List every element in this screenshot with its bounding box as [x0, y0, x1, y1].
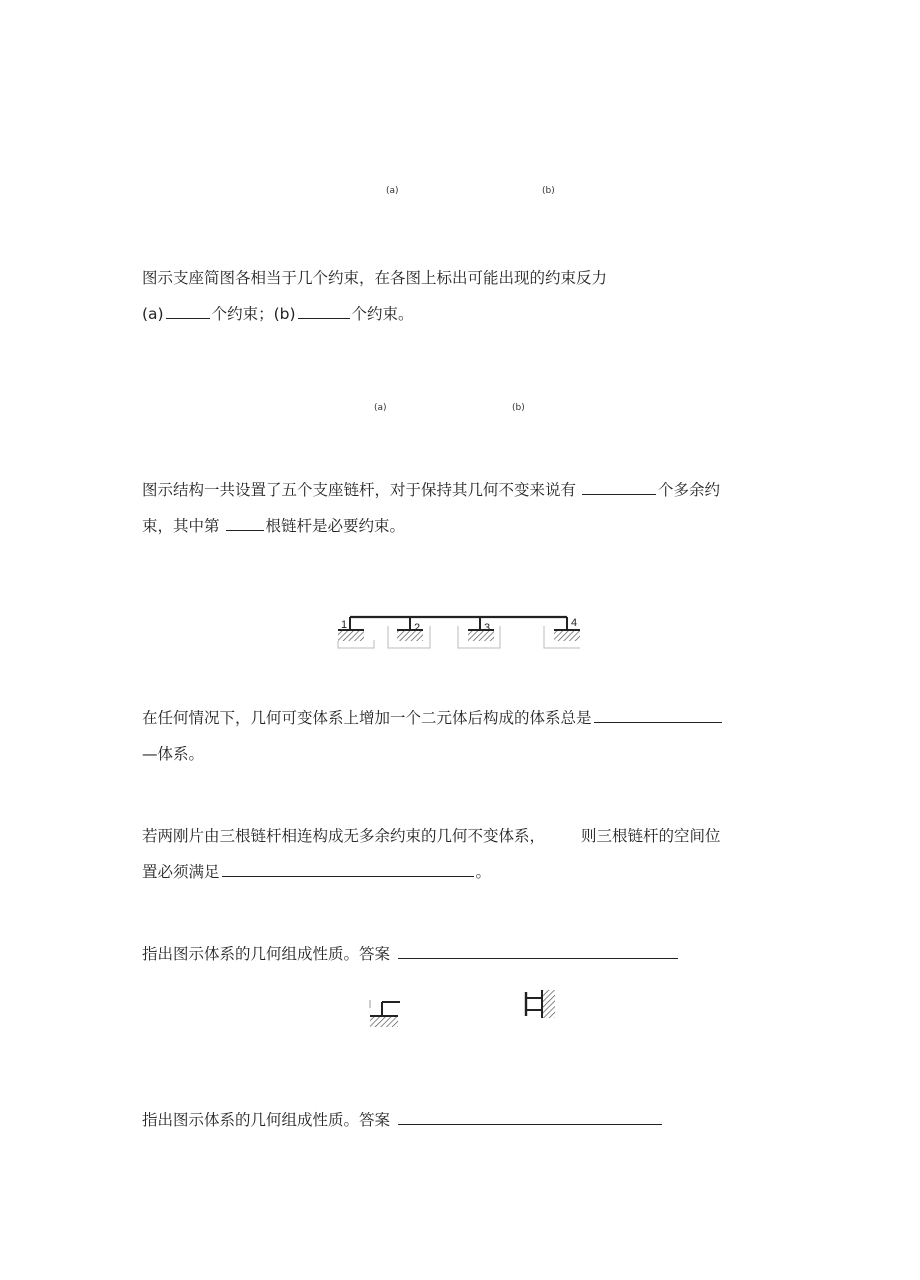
question-5-text-b: 则三根链杆的空间位 — [581, 827, 721, 845]
question-5-text-c: 置必须满足 — [142, 863, 220, 881]
figure-label-b: (b) — [512, 403, 525, 413]
answer-blank[interactable] — [166, 300, 210, 319]
question-4-text-b: —体系。 — [142, 745, 205, 763]
question-2-text-b: 个约束；(b) — [211, 305, 296, 323]
question-4-line-2 — [142, 736, 204, 772]
question-4-text: 在任何情况下，几何可变体系上增加一个二元体后构成的体系总是 — [142, 709, 592, 727]
question-2-text-c: 个约束。 — [351, 305, 414, 323]
figure-label-a: (a) — [386, 186, 399, 196]
support-label-1: 1 — [341, 619, 348, 631]
question-5-line-1 — [142, 818, 721, 854]
question-6-text: 指出图示体系的几何组成性质。答案 — [142, 945, 391, 963]
support-figure-right — [522, 988, 558, 1022]
question-2-text: 图示支座简图各相当于几个约束，在各图上标出可能出现的约束反力 — [142, 269, 608, 287]
question-3-text-a: 图示结构一共设置了五个支座链杆，对于保持其几何不变来说有 — [142, 481, 577, 499]
question-5-line-2 — [142, 854, 491, 890]
beam-supports-figure — [334, 610, 586, 656]
question-2-line-2 — [142, 296, 414, 332]
support-figure-left — [366, 996, 402, 1030]
question-3-line-1 — [142, 472, 720, 508]
question-6-line — [142, 936, 680, 972]
question-7-text: 指出图示体系的几何组成性质。答案 — [142, 1111, 391, 1129]
answer-blank[interactable] — [582, 476, 656, 495]
question-5-text-d: 。 — [475, 863, 492, 881]
question-2-text-a: (a) — [142, 305, 164, 323]
question-3-text-b: 个多余约 — [658, 481, 721, 499]
figure-label-a: (a) — [374, 403, 387, 413]
figure-label-b: (b) — [542, 186, 555, 196]
support-3 — [458, 617, 500, 648]
answer-blank[interactable] — [398, 940, 678, 959]
support-label-4: 4 — [571, 617, 578, 629]
question-2-line-1 — [142, 260, 607, 296]
answer-blank[interactable] — [298, 300, 350, 319]
question-7-line — [142, 1102, 664, 1138]
support-label-2: 2 — [414, 622, 421, 634]
answer-blank[interactable] — [222, 858, 474, 877]
question-5-text-a: 若两刚片由三根链杆相连构成无多余约束的几何不变体系， — [142, 827, 546, 845]
answer-blank[interactable] — [226, 512, 264, 531]
answer-blank[interactable] — [594, 704, 722, 723]
question-3-text-d: 根链杆是必要约束。 — [265, 517, 406, 535]
question-3-text-c: 束，其中第 — [142, 517, 220, 535]
question-4-line-1 — [142, 700, 724, 736]
support-label-3: 3 — [484, 622, 491, 634]
question-3-line-2 — [142, 508, 405, 544]
support-2 — [388, 617, 430, 648]
answer-blank[interactable] — [398, 1106, 662, 1125]
